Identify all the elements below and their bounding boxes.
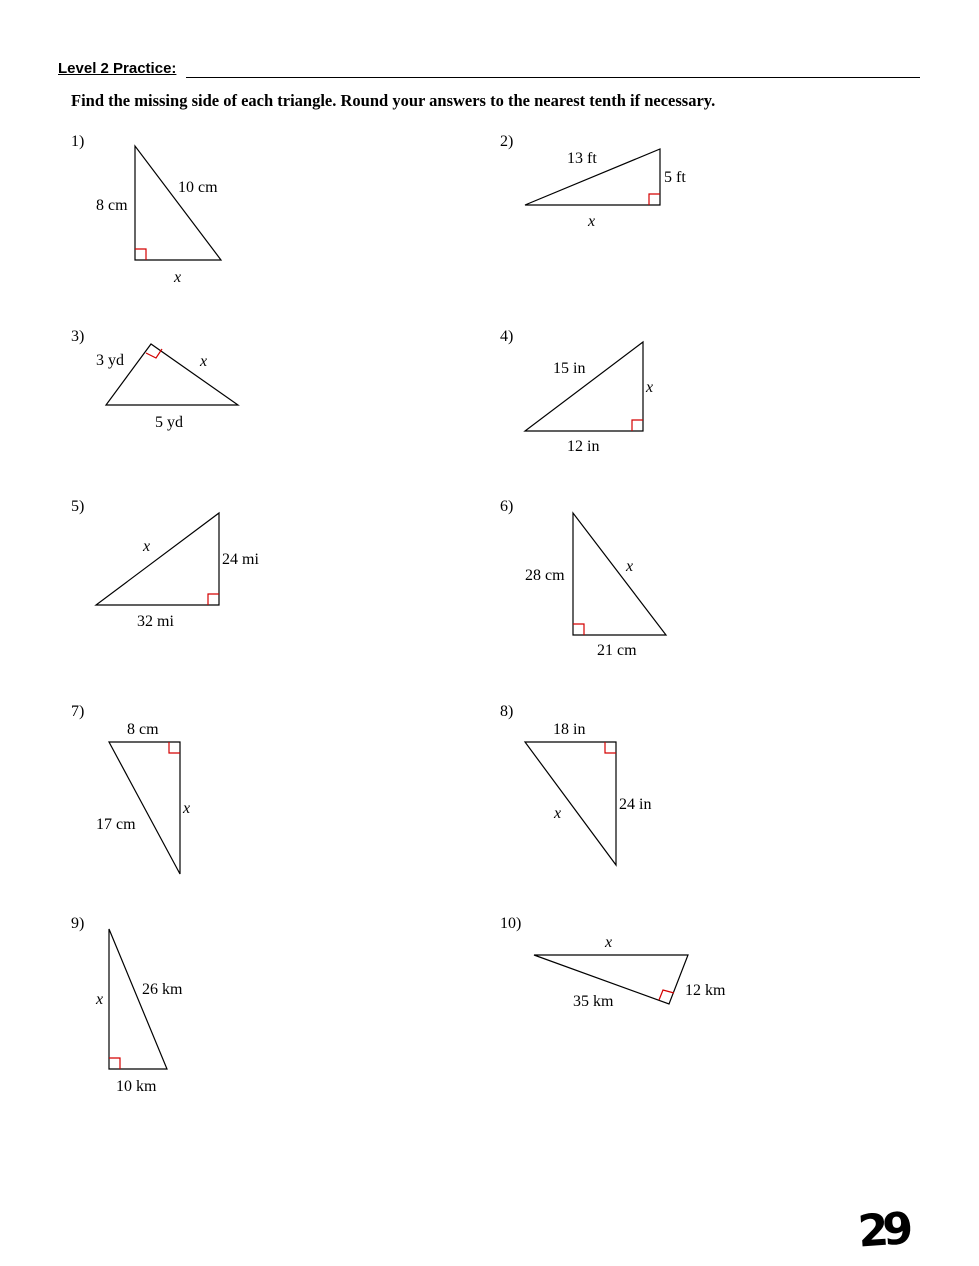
unknown-label: x (554, 805, 562, 822)
hypotenuse-label: 13 ft (567, 150, 597, 167)
leg-label: 10 km (116, 1078, 157, 1095)
problem-7 (71, 703, 190, 874)
right-angle-marker (649, 194, 660, 205)
problem-number: 7) (71, 703, 85, 720)
triangle (573, 513, 666, 635)
triangle (525, 342, 643, 431)
worksheet-title: Level 2 Practice: (58, 60, 177, 77)
hypotenuse-label: 15 in (553, 360, 586, 377)
unknown-label: x (143, 538, 151, 555)
right-angle-marker (208, 594, 219, 605)
problem-5 (71, 498, 259, 630)
unknown-label: x (96, 991, 104, 1008)
instructions: Find the missing side of each triangle. Round your answers to the nearest tenth if necessary. (71, 91, 716, 110)
right-angle-marker (169, 742, 180, 753)
leg-label: 28 cm (525, 567, 565, 584)
leg-label: 24 in (619, 796, 652, 813)
problem-number: 4) (500, 328, 514, 345)
leg-label: 8 cm (127, 721, 159, 738)
unknown-label: x (626, 558, 634, 575)
problem-3 (71, 328, 238, 431)
problem-number: 1) (71, 133, 85, 150)
triangle (525, 742, 616, 865)
right-angle-marker (605, 742, 616, 753)
unknown-label: x (588, 213, 596, 230)
problem-number: 6) (500, 498, 514, 515)
leg-label: 35 km (573, 993, 614, 1010)
leg-label: 12 km (685, 982, 726, 999)
problem-2 (500, 133, 686, 230)
problem-number: 3) (71, 328, 85, 345)
triangle (106, 344, 238, 405)
problem-9 (71, 915, 183, 1095)
problem-number: 2) (500, 133, 514, 150)
problem-8 (500, 703, 651, 865)
unknown-label: x (646, 379, 654, 396)
unknown-label: x (200, 353, 208, 370)
leg-label: 8 cm (96, 197, 128, 214)
unknown-label: x (174, 269, 182, 286)
problem-number: 5) (71, 498, 85, 515)
leg-label: 5 ft (664, 169, 686, 186)
right-angle-marker (573, 624, 584, 635)
unknown-label: x (183, 800, 191, 817)
problem-number: 9) (71, 915, 85, 932)
problem-1 (71, 133, 221, 286)
problem-10 (500, 915, 726, 1010)
page-number: 29 (856, 1203, 909, 1258)
right-angle-marker (135, 249, 146, 260)
hypotenuse-label: 17 cm (96, 816, 136, 833)
problem-6 (500, 498, 666, 659)
problem-number: 10) (500, 915, 522, 932)
hypotenuse-label: 26 km (142, 981, 183, 998)
triangle (96, 513, 219, 605)
leg-label: 21 cm (597, 642, 637, 659)
right-angle-marker (632, 420, 643, 431)
hypotenuse-label: 10 cm (178, 179, 218, 196)
leg-label: 12 in (567, 438, 600, 455)
triangle (109, 929, 167, 1069)
problem-4 (500, 328, 653, 455)
leg-label: 24 mi (222, 551, 259, 568)
leg-label: 3 yd (96, 352, 124, 369)
right-angle-marker (109, 1058, 120, 1069)
triangle (135, 146, 221, 260)
unknown-label: x (605, 934, 613, 951)
hypotenuse-label: 5 yd (155, 414, 183, 431)
leg-label: 32 mi (137, 613, 174, 630)
problem-number: 8) (500, 703, 514, 720)
triangle (109, 742, 180, 874)
leg-label: 18 in (553, 721, 586, 738)
